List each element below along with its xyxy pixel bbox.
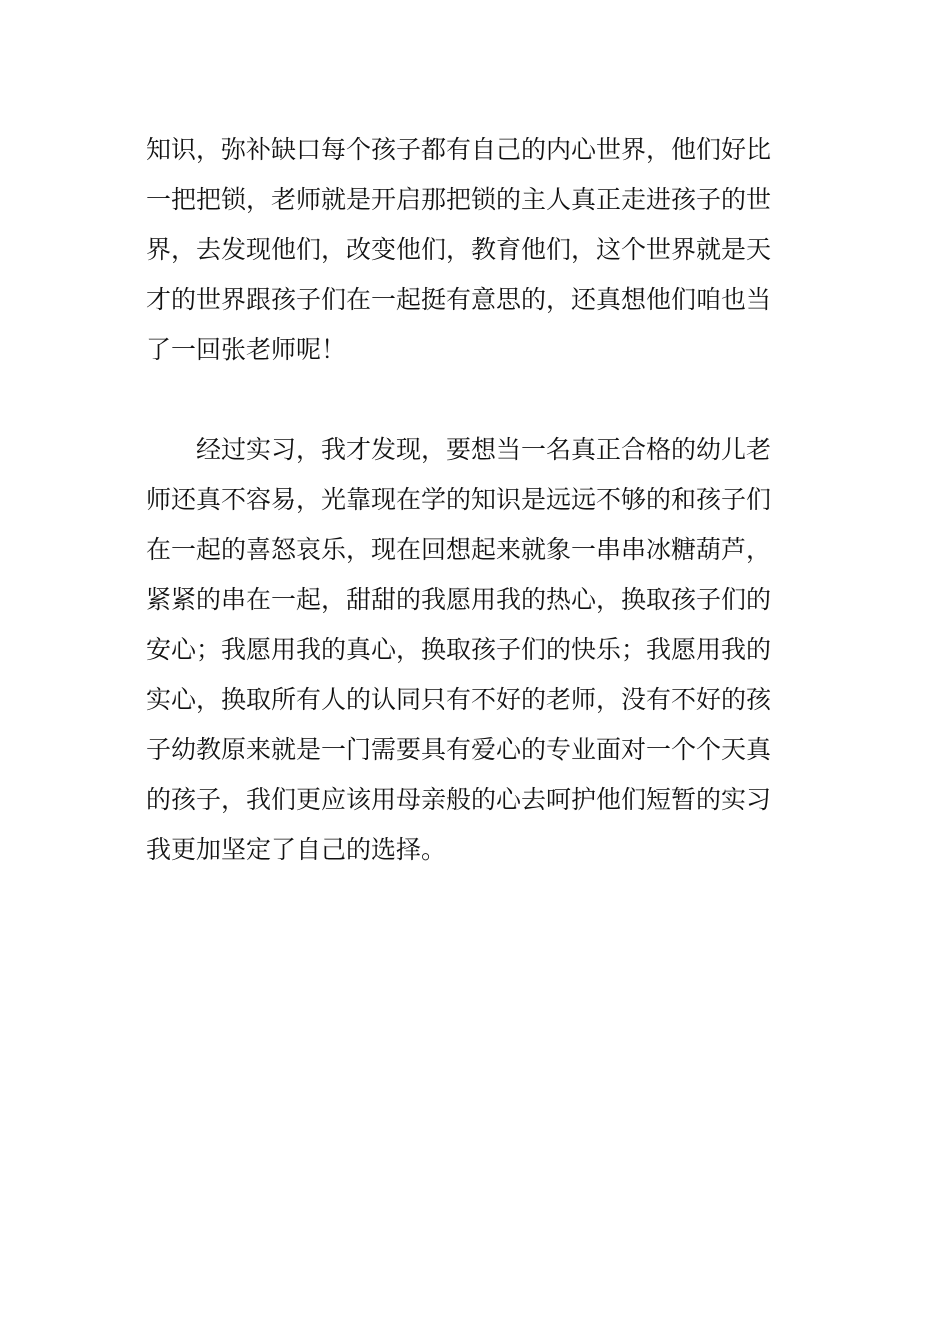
text-line: 实心，换取所有人的认同只有不好的老师，没有不好的孩	[146, 685, 772, 714]
text-line: 我更加坚定了自己的选择。	[146, 835, 447, 864]
text-line: 界，去发现他们，改变他们，教育他们，这个世界就是天	[146, 235, 772, 264]
text-line: 的孩子，我们更应该用母亲般的心去呵护他们短暂的实习	[146, 785, 772, 814]
text-line: 一把把锁，老师就是开启那把锁的主人真正走进孩子的世	[146, 185, 772, 214]
text-line: 了一回张老师呢！	[146, 335, 347, 364]
text-line: 紧紧的串在一起，甜甜的我愿用我的热心，换取孩子们的	[146, 585, 772, 614]
text-line: 知识，弥补缺口每个孩子都有自己的内心世界，他们好比	[146, 135, 772, 164]
text-line: 才的世界跟孩子们在一起挺有意思的，还真想他们咱也当	[146, 285, 772, 314]
text-line: 经过实习，我才发现，要想当一名真正合格的幼儿老	[196, 435, 772, 464]
text-line: 子幼教原来就是一门需要具有爱心的专业面对一个个天真	[146, 735, 772, 764]
text-line: 安心；我愿用我的真心，换取孩子们的快乐；我愿用我的	[146, 635, 772, 664]
text-line: 师还真不容易，光靠现在学的知识是远远不够的和孩子们	[146, 485, 772, 514]
text-line: 在一起的喜怒哀乐，现在回想起来就象一串串冰糖葫芦，	[146, 535, 772, 564]
